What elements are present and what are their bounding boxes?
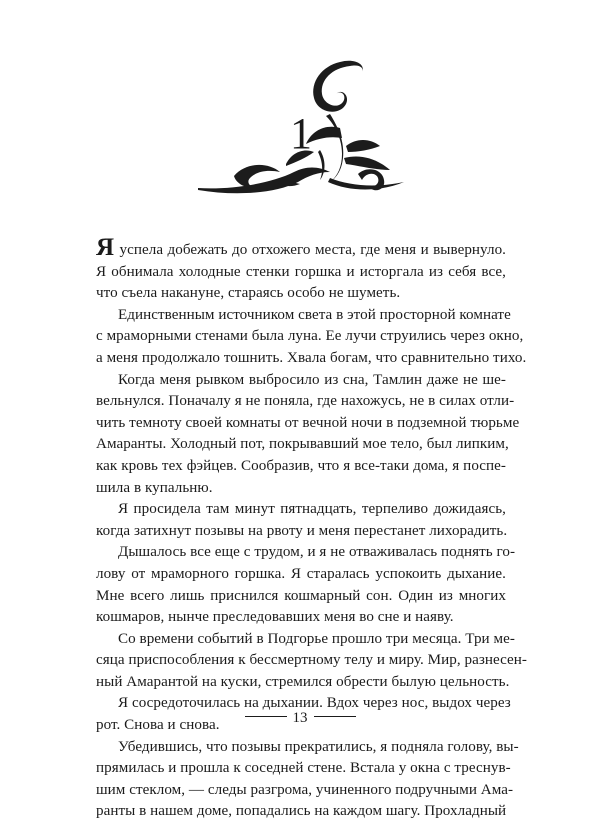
text-line: а меня продолжало тошнить. Хвала богам, что сравнительно тихо.	[96, 349, 527, 366]
text-line-content: успела добежать до отхожего места, где меня и вывернуло.	[115, 242, 506, 258]
folio-dash-left	[245, 716, 287, 717]
text-line: Я сосредоточилась на дыхании. Вдох через нос, выдох через	[118, 695, 511, 712]
text-line: Со времени событий в Подгорье прошло три месяца. Три ме-	[118, 630, 515, 647]
text-line: Когда меня рывком выбросило из сна, Тамлин даже не ше-	[118, 371, 506, 388]
text-line: с мраморными стенами была луна. Ее лучи струились через окно,	[96, 328, 524, 345]
text-line: кошмаров, нынче преследовавших меня во сне и наяву.	[96, 609, 454, 626]
text-line: чить темноту своей комнаты от вечной ночи в подземной тюрьме	[96, 414, 520, 431]
chapter-text	[96, 234, 528, 823]
text-line: что съела накануне, стараясь особо не шуметь.	[96, 285, 401, 302]
text-line: прямилась и прошла к соседней стене. Встала у окна с треснув-	[96, 760, 511, 777]
text-line: шим стеклом, — следы разгрома, учиненного подручными Ама-	[96, 781, 514, 798]
text-line: когда затихнут позывы на рвоту и меня перестанет лихорадить.	[96, 522, 508, 539]
text-line: ный Амарантой на куски, стремился обрести былую цельность.	[96, 673, 510, 690]
text-line: Амаранты. Холодный пот, покрывавший мое тело, был липким,	[96, 436, 509, 453]
text-line: Мне всего лишь приснился кошмарный сон. Один из многих	[96, 587, 506, 604]
chapter-number: 1	[290, 109, 312, 158]
text-line: Я обнимала холодные стенки горшка и исторгала из себя все,	[96, 263, 506, 280]
drop-cap: Я	[96, 234, 115, 261]
page-number: 13	[292, 710, 308, 726]
text-line: сяца приспособления к бессмертному телу и миру. Мир, разнесен-	[96, 652, 528, 669]
text-line: ранты в нашем доме, попадались на каждом шагу. Прохладный	[96, 803, 507, 820]
text-line: Единственным источником света в этой просторной комнате	[118, 306, 511, 323]
text-line: Дышалось все еще с трудом, и я не отваживалась поднять го-	[118, 544, 516, 561]
text-line	[96, 234, 506, 262]
text-line: как кровь тех фэйцев. Сообразив, что я все-таки дома, я поспе-	[96, 457, 506, 474]
text-line: Убедившись, что позывы прекратились, я подняла голову, вы-	[118, 738, 519, 755]
text-line: Я просидела там минут пятнадцать, терпеливо дожидаясь,	[118, 501, 506, 518]
text-line: лову от мраморного горшка. Я старалась успокоить дыхание.	[96, 565, 506, 582]
text-line: вельнулся. Поначалу я не поняла, где нахожусь, не в силах отли-	[96, 393, 515, 410]
text-line: рот. Снова и снова.	[96, 717, 220, 734]
text-line: шила в купальню.	[96, 479, 213, 496]
page-footer	[0, 710, 600, 727]
folio-dash-right	[314, 716, 356, 717]
